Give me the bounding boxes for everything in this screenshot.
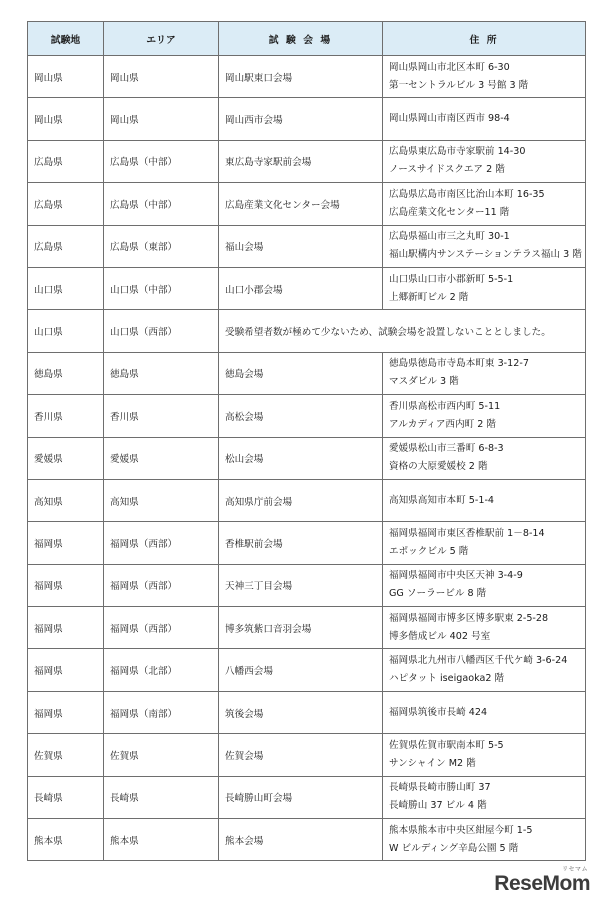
table-row [28,56,586,98]
cell-area: 福岡県（南部） [104,691,219,733]
cell-venue: 岡山駅東口会場 [219,56,383,98]
table-row [28,819,586,861]
resemom-logo [494,862,590,900]
exam-venue-table [27,21,586,861]
address-line: 福岡県筑後市長崎 424 [389,706,488,718]
cell-prefecture: 岡山県 [28,98,104,140]
table-header [28,22,586,56]
address-line: 福岡県福岡市中央区天神 3-4-9 [389,570,523,582]
address-line: 福岡県北九州市八幡西区千代ケ崎 3-6-24 [389,655,568,667]
table-row [28,267,586,309]
address-line: 福山駅構内サンステーションテラス福山 3 階 [389,249,582,261]
address-line: 香川県高松市西内町 5-11 [389,400,501,412]
address-line: サンシャイン M2 階 [389,757,476,769]
address-line: ノースサイドスクエア 2 階 [389,164,505,176]
address-line: 山口県山口市小郡新町 5-5-1 [389,273,514,285]
cell-venue: 徳島会場 [219,352,383,394]
table-row [28,522,586,564]
table-row [28,395,586,437]
cell-prefecture: 福岡県 [28,607,104,649]
address-line: 長崎県長崎市勝山町 37 [389,782,491,794]
cell-address [383,56,586,98]
cell-area: 福岡県（西部） [104,607,219,649]
cell-area: 愛媛県 [104,437,219,479]
cell-area: 佐賀県 [104,734,219,776]
cell-note: 受験希望者数が極めて少ないため、試験会場を設置しないこととしました。 [219,310,586,352]
cell-venue: 筑後会場 [219,691,383,733]
cell-address [383,734,586,776]
cell-area: 岡山県 [104,56,219,98]
table-row [28,225,586,267]
cell-venue: 長崎勝山町会場 [219,776,383,818]
address-line: 岡山県岡山市北区本町 6-30 [389,61,510,73]
cell-address [383,691,586,733]
address-line: GG ソーラービル 8 階 [389,588,487,600]
cell-address [383,479,586,521]
address-line: 資格の大原愛媛校 2 階 [389,461,488,473]
table-row [28,607,586,649]
cell-prefecture: 佐賀県 [28,734,104,776]
address-line: 広島県福山市三之丸町 30-1 [389,231,510,243]
cell-area: 山口県（西部） [104,310,219,352]
cell-prefecture: 岡山県 [28,56,104,98]
cell-address [383,98,586,140]
cell-address [383,352,586,394]
header-venue: 試 験 会 場 [219,22,383,56]
address-line: 福岡県福岡市博多区博多駅東 2-5-28 [389,612,549,624]
cell-prefecture: 広島県 [28,225,104,267]
address-line: 愛媛県松山市三番町 6-8-3 [389,443,504,455]
cell-address [383,607,586,649]
cell-venue: 福山会場 [219,225,383,267]
cell-prefecture: 福岡県 [28,691,104,733]
header-address: 住 所 [383,22,586,56]
table-row [28,98,586,140]
address-line: 博多偕成ビル 402 号室 [389,630,491,642]
cell-prefecture: 長崎県 [28,776,104,818]
address-line: 長崎勝山 37 ビル 4 階 [389,800,487,812]
cell-area: 岡山県 [104,98,219,140]
address-line: 佐賀県佐賀市駅南本町 5-5 [389,739,504,751]
address-line: W ビルディング辛島公園 5 階 [389,842,519,854]
cell-prefecture: 山口県 [28,267,104,309]
cell-area: 福岡県（北部） [104,649,219,691]
cell-prefecture: 徳島県 [28,352,104,394]
cell-address [383,183,586,225]
cell-address [383,267,586,309]
address-line: 徳島県徳島市寺島本町東 3-12-7 [389,358,529,370]
cell-address [383,395,586,437]
cell-prefecture: 愛媛県 [28,437,104,479]
table-row [28,649,586,691]
cell-venue: 熊本会場 [219,819,383,861]
table-row [28,310,586,352]
cell-venue: 高知県庁前会場 [219,479,383,521]
cell-prefecture: 福岡県 [28,564,104,606]
cell-area: 福岡県（西部） [104,564,219,606]
address-line: エポックビル 5 階 [389,545,469,557]
header-prefecture: 試験地 [28,22,104,56]
cell-venue: 広島産業文化センター会場 [219,183,383,225]
cell-venue: 松山会場 [219,437,383,479]
cell-address [383,564,586,606]
address-line: アルカディア西内町 2 階 [389,418,496,430]
cell-prefecture: 福岡県 [28,649,104,691]
cell-address [383,649,586,691]
cell-prefecture: 福岡県 [28,522,104,564]
address-line: 高知県高知市本町 5-1-4 [389,494,495,506]
cell-address [383,819,586,861]
cell-address [383,437,586,479]
logo-wordmark: ReseMom [494,872,590,895]
cell-address [383,776,586,818]
cell-area: 広島県（東部） [104,225,219,267]
address-line: 岡山県岡山市南区西市 98-4 [389,113,510,125]
cell-area: 徳島県 [104,352,219,394]
cell-prefecture: 香川県 [28,395,104,437]
cell-address [383,140,586,182]
address-line: 第一セントラルビル 3 号館 3 階 [389,79,529,91]
address-line: 上郷新町ビル 2 階 [389,291,469,303]
address-line: 熊本県熊本市中央区紺屋今町 1-5 [389,824,533,836]
cell-venue: 香椎駅前会場 [219,522,383,564]
cell-venue: 八幡西会場 [219,649,383,691]
cell-area: 山口県（中部） [104,267,219,309]
cell-venue: 岡山西市会場 [219,98,383,140]
table-body [28,56,586,861]
cell-prefecture: 山口県 [28,310,104,352]
address-line: 広島県東広島市寺家駅前 14-30 [389,146,526,158]
address-line: ハピタット iseigaoka2 階 [389,673,505,685]
cell-venue: 佐賀会場 [219,734,383,776]
table-row [28,691,586,733]
cell-area: 香川県 [104,395,219,437]
cell-venue: 高松会場 [219,395,383,437]
cell-prefecture: 熊本県 [28,819,104,861]
table-row [28,437,586,479]
cell-prefecture: 広島県 [28,183,104,225]
cell-venue: 天神三丁目会場 [219,564,383,606]
cell-area: 熊本県 [104,819,219,861]
header-row [28,22,586,56]
cell-prefecture: 高知県 [28,479,104,521]
logo-kana: リセマム [562,866,588,873]
table-row [28,352,586,394]
cell-area: 広島県（中部） [104,140,219,182]
cell-area: 広島県（中部） [104,183,219,225]
address-line: マスダビル 3 階 [389,376,459,388]
address-line: 福岡県福岡市東区香椎駅前 1－8-14 [389,527,545,539]
table-row [28,734,586,776]
cell-prefecture: 広島県 [28,140,104,182]
header-area: エリア [104,22,219,56]
cell-venue: 博多筑紫口音羽会場 [219,607,383,649]
cell-area: 長崎県 [104,776,219,818]
cell-address [383,225,586,267]
address-line: 広島産業文化センター11 階 [389,206,510,218]
cell-venue: 山口小郡会場 [219,267,383,309]
cell-address [383,522,586,564]
table-row [28,564,586,606]
address-line: 広島県広島市南区比治山本町 16-35 [389,188,545,200]
table-row [28,776,586,818]
table-row [28,183,586,225]
cell-venue: 東広島寺家駅前会場 [219,140,383,182]
table-row [28,479,586,521]
table-row [28,140,586,182]
cell-area: 福岡県（西部） [104,522,219,564]
cell-area: 高知県 [104,479,219,521]
